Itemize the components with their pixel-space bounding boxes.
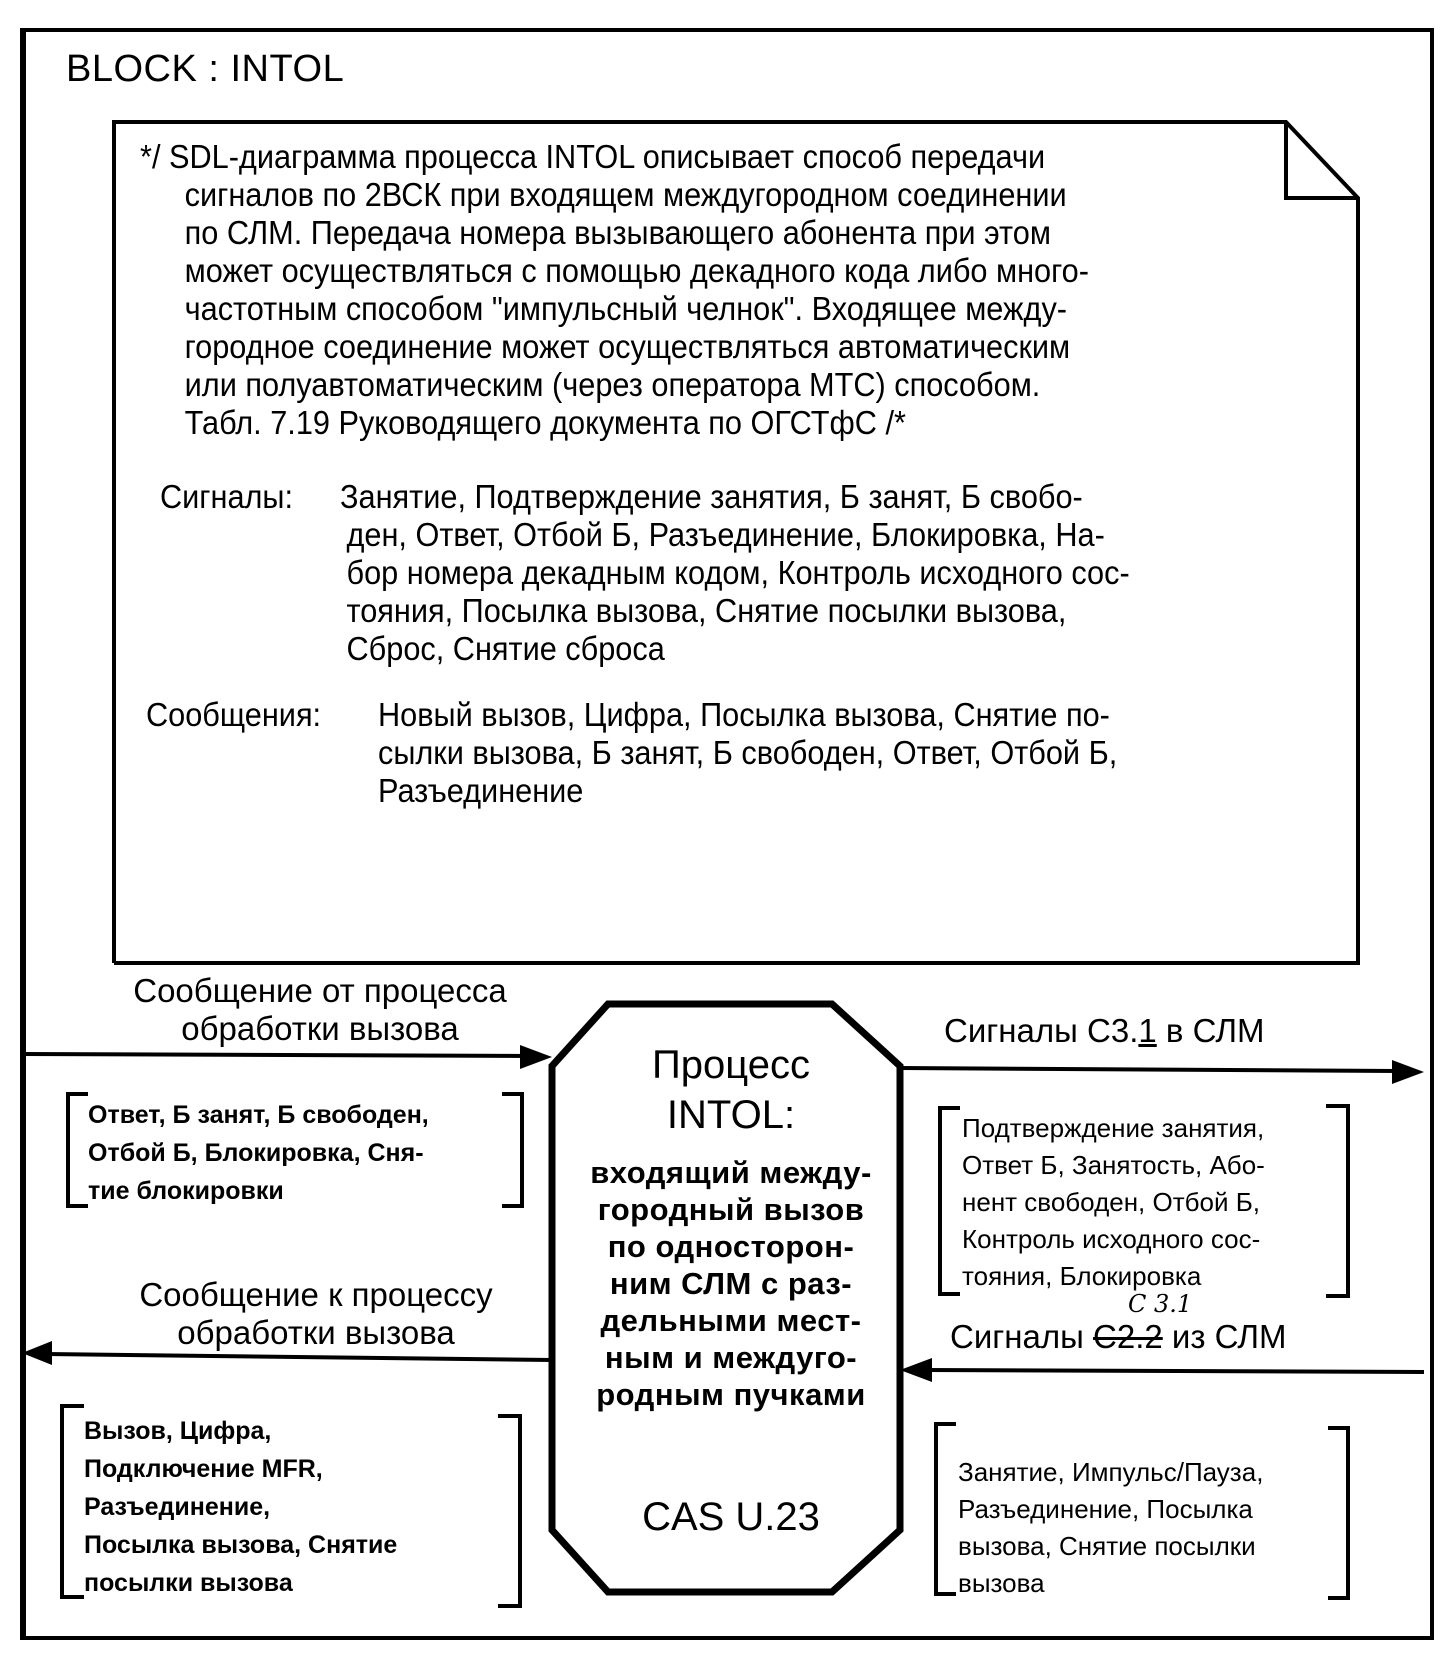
comment-line: или полуавтоматическим (через оператора МТС) способом. <box>184 366 1041 403</box>
arrow-from-slm <box>900 1358 1424 1382</box>
signal-list-line: Разъединение, Посылка <box>958 1494 1253 1524</box>
comment-line: Табл. 7.19 Руководящего документа по ОГСТфС /* <box>184 404 906 441</box>
signal-list-to-call-processing <box>84 1412 397 1602</box>
signal-list-from-slm <box>958 1454 1263 1602</box>
channel-label-line: Сообщение от процесса <box>133 972 507 1009</box>
process-description-line: дельными мест- <box>600 1303 862 1338</box>
channel-label-line: обработки вызова <box>181 1010 459 1047</box>
channel-label-prefix: Сигналы С3. <box>944 1012 1139 1049</box>
signal-list-line: Подтверждение занятия, <box>962 1113 1265 1143</box>
signal-list-line: Ответ Б, Занятость, Або- <box>962 1150 1265 1180</box>
process-description-line: входящий между- <box>590 1155 872 1190</box>
signal-list-line: вызова, Снятие посылки <box>958 1531 1256 1561</box>
channel-label-to-slm <box>944 1012 1264 1050</box>
signal-list-line: Отбой Б, Блокировка, Сня- <box>88 1139 424 1167</box>
messages-line: Разъединение <box>378 772 584 809</box>
comment-line: сигналов по 2ВСК при входящем междугородном соединении <box>184 176 1067 213</box>
signal-list-line: нент свободен, Отбой Б, <box>962 1187 1261 1217</box>
corrected-digit: 1 <box>1138 1012 1157 1049</box>
signal-list-line: посылки вызова <box>84 1569 293 1597</box>
signal-list-line: Посылка вызова, Снятие <box>84 1531 398 1559</box>
process-description-line: ним СЛМ с раз- <box>609 1266 853 1301</box>
process-description-line: родным пучками <box>596 1377 866 1412</box>
comment-line: городное соединение может осуществляться автоматическим <box>184 328 1071 365</box>
channel-label-to-call-processing <box>96 1276 536 1352</box>
messages-line: Новый вызов, Цифра, Посылка вызова, Снятие по- <box>378 696 1110 733</box>
arrow-to-slm <box>900 1060 1424 1084</box>
process-description-line: по односторон- <box>607 1229 855 1264</box>
channel-label-line: Сообщение к процессу <box>139 1276 493 1313</box>
process-intol <box>566 1040 896 1541</box>
signal-list-line: Занятие, Импульс/Пауза, <box>958 1457 1264 1487</box>
signal-list-line: Подключение MFR, <box>84 1455 323 1483</box>
signal-list-line: вызова <box>958 1568 1045 1598</box>
channel-label-suffix: из СЛМ <box>1162 1318 1287 1355</box>
comment-line: частотным способом "импульсный челнок". Входящее между- <box>184 290 1068 327</box>
signals-line: Занятие, Подтверждение занятия, Б занят, Б свобо- <box>340 478 1083 515</box>
block-title: BLOCK : INTOL <box>66 48 345 90</box>
comment-line: может осуществляться с помощью декадного кода либо много- <box>184 252 1089 289</box>
process-title: Процесс <box>652 1043 810 1087</box>
signal-list-line: Разъединение, <box>84 1493 271 1521</box>
signals-line: Сброс, Снятие сброса <box>346 630 665 667</box>
messages-line: сылки вызова, Б занят, Б свободен, Ответ, Отбой Б, <box>378 734 1118 771</box>
channel-label-from-call-processing <box>100 972 540 1048</box>
signal-list-line: Вызов, Цифра, <box>84 1417 272 1445</box>
process-description-line: городный вызов <box>597 1192 865 1227</box>
signal-list-line: Контроль исходного сос- <box>962 1224 1261 1254</box>
channel-label-line: обработки вызова <box>177 1314 455 1351</box>
signals-label: Сигналы: <box>160 478 294 515</box>
arrow-from-call-processing <box>22 1045 552 1069</box>
signal-list-line: тояния, Блокировка <box>962 1261 1202 1291</box>
signals-line: бор номера декадным кодом, Контроль исходного сос- <box>346 554 1130 591</box>
signal-list-line: тие блокировки <box>88 1177 284 1205</box>
signals-line: ден, Ответ, Отбой Б, Разъединение, Блокировка, На- <box>346 516 1105 553</box>
process-code: CAS U.23 <box>642 1495 820 1539</box>
signal-list-to-slm <box>962 1110 1265 1295</box>
process-name: INTOL: <box>666 1093 796 1137</box>
comment-line: по СЛМ. Передача номера вызывающего абонента при этом <box>184 214 1051 251</box>
signal-list-line: Ответ, Б занят, Б свободен, <box>88 1101 429 1129</box>
handwritten-correction: C 3.1 <box>1128 1290 1193 1318</box>
comment-line: */ SDL-диаграмма процесса INTOL описывает способ передачи <box>140 138 1046 175</box>
messages-label: Сообщения: <box>146 696 322 733</box>
process-description-line: ным и междуго- <box>604 1340 858 1375</box>
signal-list-from-call-processing <box>88 1096 429 1210</box>
signals-line: тояния, Посылка вызова, Снятие посылки вызова, <box>346 592 1067 629</box>
channel-label-suffix: в СЛМ <box>1156 1012 1265 1049</box>
struck-out-label: С2.2 <box>1093 1318 1163 1355</box>
channel-label-from-slm <box>950 1318 1287 1356</box>
channel-label-prefix: Сигналы <box>950 1318 1094 1355</box>
